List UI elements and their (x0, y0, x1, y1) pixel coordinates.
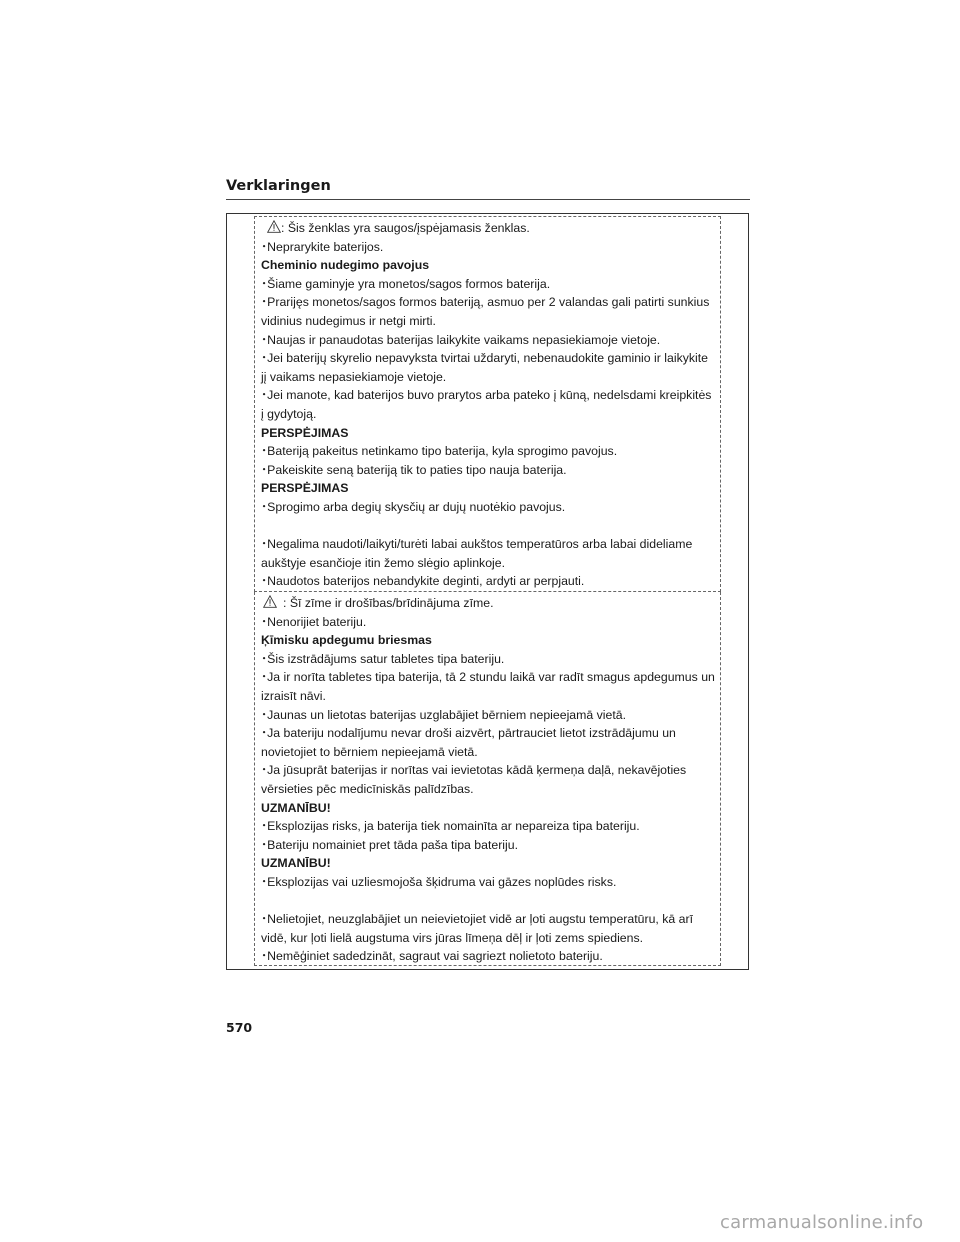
notice-bullet-item (261, 836, 716, 855)
notice-bullet-item (261, 293, 716, 330)
notice-bullet-text: Bateriją pakeitus netinkamo tipo baterija, kyla sprogimo pavojus. (267, 444, 618, 459)
watermark: carmanualsonline.info (720, 1212, 924, 1233)
notice-bullet-text: Nemēģiniet sadedzināt, sagraut vai sagriezt nolietoto bateriju. (267, 949, 603, 964)
notice-bullet-item (261, 761, 716, 798)
notice-bullet-item (261, 706, 716, 725)
notice-lines (261, 613, 716, 966)
bullet-marker: ･ (261, 912, 268, 927)
lithuanian-notice-text (261, 219, 716, 591)
notice-bullet-text: Šis izstrādājums satur tabletes tipa bateriju. (267, 651, 505, 666)
notice-heading: UZMANĪBU! (261, 856, 331, 871)
notice-heading: PERSPĖJIMAS (261, 481, 349, 496)
bullet-marker: ･ (261, 819, 268, 834)
notice-bullet-text: Ja ir norīta tabletes tipa baterija, tā 2 stundu laikā var radīt smagus apdegumus un izraisīt nāvi. (261, 670, 715, 703)
notice-intro-text: : Šis ženklas yra saugos/įspėjamasis ženklas. (281, 221, 530, 235)
notice-bullet-text: Bateriju nomainiet pret tāda paša tipa bateriju. (267, 837, 519, 852)
notice-bullet-text: Sprogimo arba degių skysčių ar dujų nuotėkio pavojus. (267, 499, 566, 514)
notice-intro (261, 594, 716, 613)
bullet-marker: ･ (261, 874, 268, 889)
bullet-marker: ･ (261, 537, 268, 552)
page-number: 570 (226, 1020, 253, 1035)
bullet-marker: ･ (261, 670, 268, 685)
notice-bullet-text: Eksplozijas vai uzliesmojoša šķidruma vai gāzes noplūdes risks. (267, 874, 617, 889)
bullet-marker: ･ (261, 651, 268, 666)
notice-bullet-text: Jei manote, kad baterijos buvo prarytos arba pateko į kūną, nedelsdami kreipkitės į gydytoją. (261, 388, 712, 421)
notice-bullet-text: Neprarykite baterijos. (267, 239, 384, 254)
notice-bullet-item (261, 349, 716, 386)
notice-intro-text: : Šī zīme ir drošības/brīdinājuma zīme. (283, 596, 494, 610)
notice-bullet-item (261, 650, 716, 669)
notice-bullet-item (261, 724, 716, 761)
bullet-marker: ･ (261, 332, 268, 347)
notice-bullet-item (261, 275, 716, 294)
notice-bullet-item (261, 873, 716, 892)
bullet-marker: ･ (261, 499, 268, 514)
bullet-marker: ･ (261, 949, 268, 964)
notice-bullet-text: Negalima naudoti/laikyti/turėti labai aukštos temperatūros arba labai dideliame aukštyje esančioje itin žemo slėgio aplinkoje. (261, 537, 693, 570)
notice-intro (261, 219, 716, 238)
notice-bullet-item (261, 498, 716, 517)
latvian-notice-text (261, 594, 716, 966)
notice-bullet-text: Prarijęs monetos/sagos formos bateriją, asmuo per 2 valandas gali patirti sunkius vidinius nudegimus ir netgi mirti. (261, 295, 710, 328)
title-divider (226, 199, 750, 200)
bullet-marker: ･ (261, 837, 268, 852)
bullet-marker: ･ (261, 351, 268, 366)
notice-bullet-item (261, 947, 716, 966)
notice-bullet-item (261, 442, 716, 461)
bullet-marker: ･ (261, 239, 268, 254)
bullet-marker: ･ (261, 763, 268, 778)
notice-heading: Ķīmisku apdegumu briesmas (261, 633, 432, 648)
notice-bullet-item (261, 817, 716, 836)
bullet-marker: ･ (261, 726, 268, 741)
bullet-marker: ･ (261, 388, 268, 403)
notice-bullet-item (261, 238, 716, 257)
notice-bullet-item (261, 572, 716, 591)
notice-bullet-item (261, 668, 716, 705)
bullet-marker: ･ (261, 276, 268, 291)
notice-lines (261, 238, 716, 591)
notice-bullet-text: Ja bateriju nodalījumu nevar droši aizvērt, pārtrauciet lietot izstrādājumu un novietojiet to bērniem nepieejamā vietā. (261, 726, 676, 759)
notice-bullet-text: Nelietojiet, neuzglabājiet un neievietojiet vidē ar ļoti augstu temperatūru, kā arī vidē, kur ļoti lielā augstuma virs jūras līmeņa dēļ ir ļoti zems spiediens. (261, 912, 694, 945)
notice-heading: Cheminio nudegimo pavojus (261, 258, 430, 273)
notice-bullet-text: Jei baterijų skyrelio nepavyksta tvirtai uždaryti, nebenaudokite gaminio ir laikykite jį vaikams nepasiekiamoje vietoje. (261, 351, 709, 384)
bullet-marker: ･ (261, 462, 268, 477)
warning-triangle-icon (263, 595, 277, 608)
notice-bullet-item (261, 613, 716, 632)
notice-bullet-text: Ja jūsuprāt baterijas ir norītas vai ievietotas kādā ķermeņa daļā, nekavējoties vērsieties pēc medicīniskās palīdzības. (261, 763, 687, 796)
notice-bullet-item (261, 461, 716, 480)
notice-bullet-item (261, 331, 716, 350)
section-title: Verklaringen (226, 178, 331, 194)
notice-bullet-item (261, 535, 716, 572)
notice-bullet-text: Eksplozijas risks, ja baterija tiek nomainīta ar nepareiza tipa bateriju. (267, 819, 640, 834)
bullet-marker: ･ (261, 707, 268, 722)
notice-bullet-item (261, 386, 716, 423)
bullet-marker: ･ (261, 295, 268, 310)
notice-bullet-text: Jaunas un lietotas baterijas uzglabājiet bērniem nepieejamā vietā. (267, 707, 627, 722)
notice-heading: PERSPĖJIMAS (261, 425, 349, 440)
notice-bullet-text: Naujas ir panaudotas baterijas laikykite vaikams nepasiekiamoje vietoje. (267, 332, 661, 347)
notice-bullet-text: Šiame gaminyje yra monetos/sagos formos baterija. (267, 276, 551, 291)
bullet-marker: ･ (261, 614, 268, 629)
warning-triangle-icon (267, 220, 281, 233)
notice-bullet-text: Pakeiskite seną bateriją tik to paties tipo nauja baterija. (267, 462, 567, 477)
bullet-marker: ･ (261, 444, 268, 459)
notice-bullet-text: Naudotos baterijos nebandykite deginti, ardyti ar perpjauti. (267, 574, 585, 589)
notice-heading: UZMANĪBU! (261, 800, 331, 815)
notice-bullet-item (261, 910, 716, 947)
bullet-marker: ･ (261, 574, 268, 589)
notice-bullet-text: Nenorijiet bateriju. (267, 614, 367, 629)
